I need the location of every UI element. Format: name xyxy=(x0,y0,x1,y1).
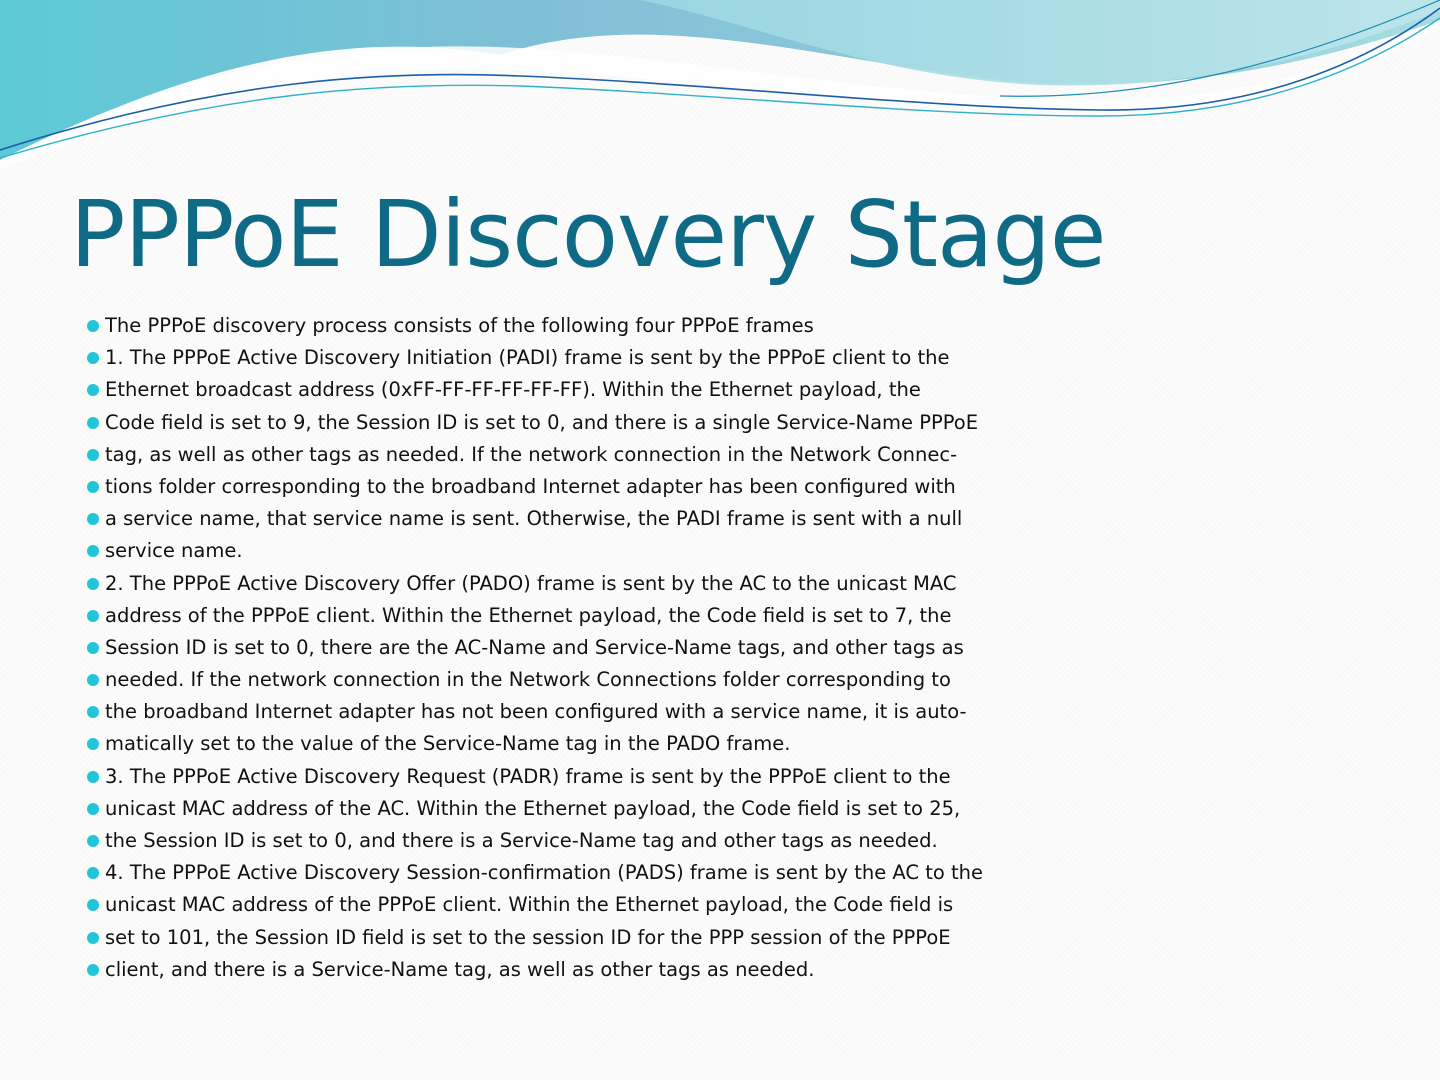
bullet-text: 4. The PPPoE Active Discovery Session-confirmation (PADS) frame is sent by the AC to the xyxy=(105,861,983,885)
bullet-item xyxy=(86,825,983,857)
bullet-list xyxy=(86,310,983,986)
bullet-text: Code field is set to 9, the Session ID is set to 0, and there is a single Service-Name PPPoE xyxy=(105,410,979,434)
bullet-text: a service name, that service name is sent. Otherwise, the PADI frame is sent with a null xyxy=(105,507,963,531)
bullet-text: The PPPoE discovery process consists of the following four PPPoE frames xyxy=(105,314,814,337)
bullet-item xyxy=(86,439,983,471)
bullet-text: needed. If the network connection in the Network Connections folder corresponding to xyxy=(105,668,951,692)
bullet-text: address of the PPPoE client. Within the Ethernet payload, the Code field is set to 7, the xyxy=(105,603,952,627)
bullet-icon xyxy=(87,964,99,976)
bullet-icon xyxy=(87,481,99,493)
bullet-icon xyxy=(87,578,99,590)
bullet-text: the broadband Internet adapter has not been configured with a service name, it is auto- xyxy=(105,700,967,724)
bullet-item xyxy=(86,728,983,760)
bullet-icon xyxy=(87,771,99,783)
bullet-item xyxy=(86,664,983,696)
bullet-icon xyxy=(87,932,99,944)
bullet-text: unicast MAC address of the AC. Within the Ethernet payload, the Code field is set to 25, xyxy=(105,796,961,820)
bullet-icon xyxy=(87,803,99,815)
bullet-icon xyxy=(87,642,99,654)
bullet-icon xyxy=(87,352,99,364)
bullet-item xyxy=(86,954,983,986)
bullet-icon xyxy=(87,610,99,622)
bullet-item xyxy=(86,407,983,439)
bullet-icon xyxy=(87,738,99,750)
bullet-icon xyxy=(87,674,99,686)
bullet-icon xyxy=(87,513,99,525)
bullet-item xyxy=(86,471,983,503)
bullet-item xyxy=(86,889,983,921)
bullet-item xyxy=(86,374,983,406)
bullet-text: service name. xyxy=(105,539,243,563)
bullet-item xyxy=(86,793,983,825)
bullet-text: Session ID is set to 0, there are the AC-Name and Service-Name tags, and other tags as xyxy=(105,635,964,659)
bullet-item xyxy=(86,600,983,632)
bullet-text: 3. The PPPoE Active Discovery Request (PADR) frame is sent by the PPPoE client to the xyxy=(105,764,951,788)
bullet-item xyxy=(86,857,983,889)
bullet-text: tag, as well as other tags as needed. If the network connection in the Network Connec- xyxy=(105,442,958,466)
bullet-icon xyxy=(87,384,99,396)
bullet-item xyxy=(86,696,983,728)
bullet-icon xyxy=(87,449,99,461)
bullet-item xyxy=(86,568,983,600)
bullet-icon xyxy=(87,545,99,557)
bullet-item xyxy=(86,535,983,567)
bullet-text: matically set to the value of the Service-Name tag in the PADO frame. xyxy=(105,732,791,756)
bullet-text: the Session ID is set to 0, and there is a Service-Name tag and other tags as needed. xyxy=(105,829,938,852)
decorative-wave-banner xyxy=(0,0,1440,170)
bullet-icon xyxy=(87,835,99,847)
bullet-item xyxy=(86,310,983,342)
bullet-item xyxy=(86,761,983,793)
bullet-text: tions folder corresponding to the broadband Internet adapter has been configured with xyxy=(105,474,956,498)
bullet-icon xyxy=(87,867,99,879)
slide-title: PPPoE Discovery Stage xyxy=(70,181,1106,288)
bullet-item xyxy=(86,922,983,954)
bullet-text: 1. The PPPoE Active Discovery Initiation (PADI) frame is sent by the PPPoE client to the xyxy=(105,346,950,370)
bullet-text: 2. The PPPoE Active Discovery Offer (PADO) frame is sent by the AC to the unicast MAC xyxy=(105,571,957,595)
bullet-text: client, and there is a Service-Name tag, as well as other tags as needed. xyxy=(105,957,815,981)
bullet-icon xyxy=(87,899,99,911)
bullet-text: Ethernet broadcast address (0xFF-FF-FF-FF-FF-FF). Within the Ethernet payload, the xyxy=(105,378,921,402)
bullet-item xyxy=(86,503,983,535)
bullet-icon xyxy=(87,417,99,429)
bullet-icon xyxy=(87,320,99,332)
bullet-text: set to 101, the Session ID field is set to the session ID for the PPP session of the PPPoE xyxy=(105,925,951,949)
bullet-icon xyxy=(87,706,99,718)
bullet-item xyxy=(86,632,983,664)
bullet-text: unicast MAC address of the PPPoE client. Within the Ethernet payload, the Code field is xyxy=(105,893,954,917)
bullet-item xyxy=(86,342,983,374)
